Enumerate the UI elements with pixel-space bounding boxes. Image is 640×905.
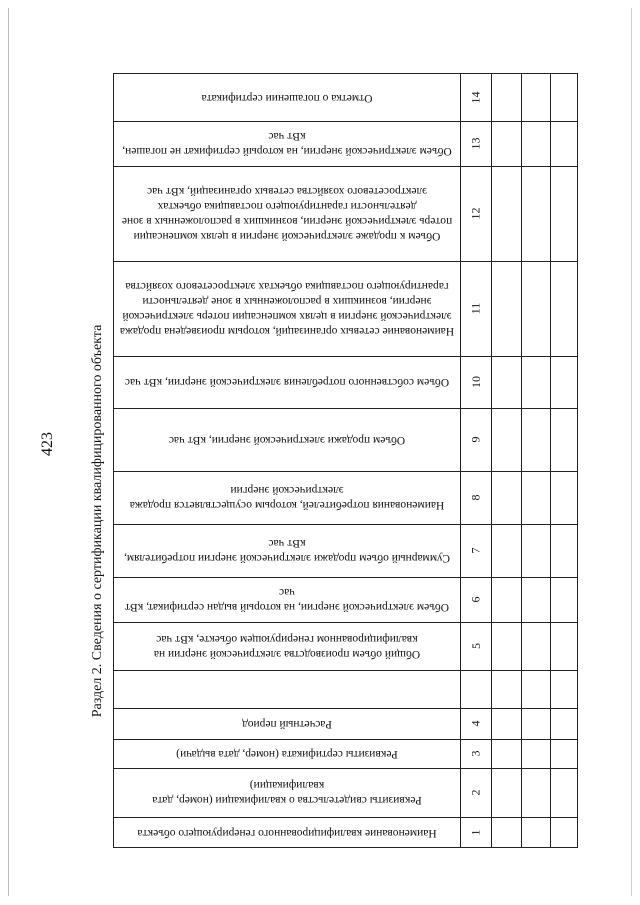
header-cell-14: Отметка о погашении сертификата: [201, 92, 373, 104]
column-divider: [491, 74, 492, 847]
section-title: Раздел 2. Сведения о сертификации квалифицированного объекта: [90, 324, 105, 718]
column-number: 6: [468, 596, 483, 603]
column-number: 10: [468, 376, 483, 388]
header-cell-13: Объем электрической энергии, на который сертификат не погашен, кВт час: [122, 130, 452, 158]
column-number: 14: [468, 91, 483, 104]
header-cell-6: Объем электрической энергии, на который выдан сертификат, кВт час: [124, 586, 450, 614]
header-cell-4: Расчетный период: [242, 718, 332, 730]
column-number: 9: [468, 436, 483, 443]
column-number: 3: [468, 750, 483, 757]
header-cell-3: Реквизиты сертификата (номер, дата выдачи): [176, 748, 398, 760]
header-cell-10: Объем собственного потребления электрической энергии, кВт час: [124, 376, 450, 389]
column-number: 2: [468, 789, 483, 796]
header-cell-empty: [118, 671, 456, 707]
header-cell-11: Наименование сетевых организаций, которым произведена продажа электрической энергии в целях компенсации потерь электрической энергии, возникших в расположенных в зоне деятельности гарантирующего поставщика объектах электросетевого хозяйства: [119, 280, 455, 338]
header-cell-7: Суммарный объем продажи электрической энергии потребителям, кВт час: [123, 537, 451, 565]
header-cell-5: Общий объем производства электрической энергии на квалифицированном генерирующем объекте, кВт час: [153, 633, 421, 660]
column-number: 7: [468, 547, 483, 554]
column-number: 5: [468, 643, 483, 649]
column-number: 11: [468, 302, 483, 315]
header-cell-8: Наименования потребителей, которым осуществляется продажа электрической энергии: [129, 484, 445, 512]
column-number: 13: [468, 137, 483, 150]
certification-table: [113, 73, 578, 848]
column-divider: [550, 74, 551, 847]
header-cell-1: Наименование квалифицированного генерирующего объекта: [137, 827, 437, 839]
page-number: 423: [39, 432, 56, 456]
header-cell-2: Реквизиты свидетельства о квалификации (номер, дата квалификации): [152, 779, 422, 807]
column-number: 8: [468, 494, 483, 501]
column-number: 1: [468, 829, 483, 836]
column-divider: [521, 74, 522, 847]
column-number: 4: [468, 720, 483, 727]
column-number: [458, 674, 494, 704]
header-cell-9: Объем продажи электрической энергии, кВт час: [168, 434, 406, 446]
header-cell-12: Объем к продаже электрической энергии в целях компенсации потерь электрической энергии, возникших в расположенных в зоне деятельности гарантирующего поставщика объектах электросетевого хозяйства сетевых организаций, кВт час: [121, 185, 453, 243]
column-number: 12: [468, 207, 483, 220]
